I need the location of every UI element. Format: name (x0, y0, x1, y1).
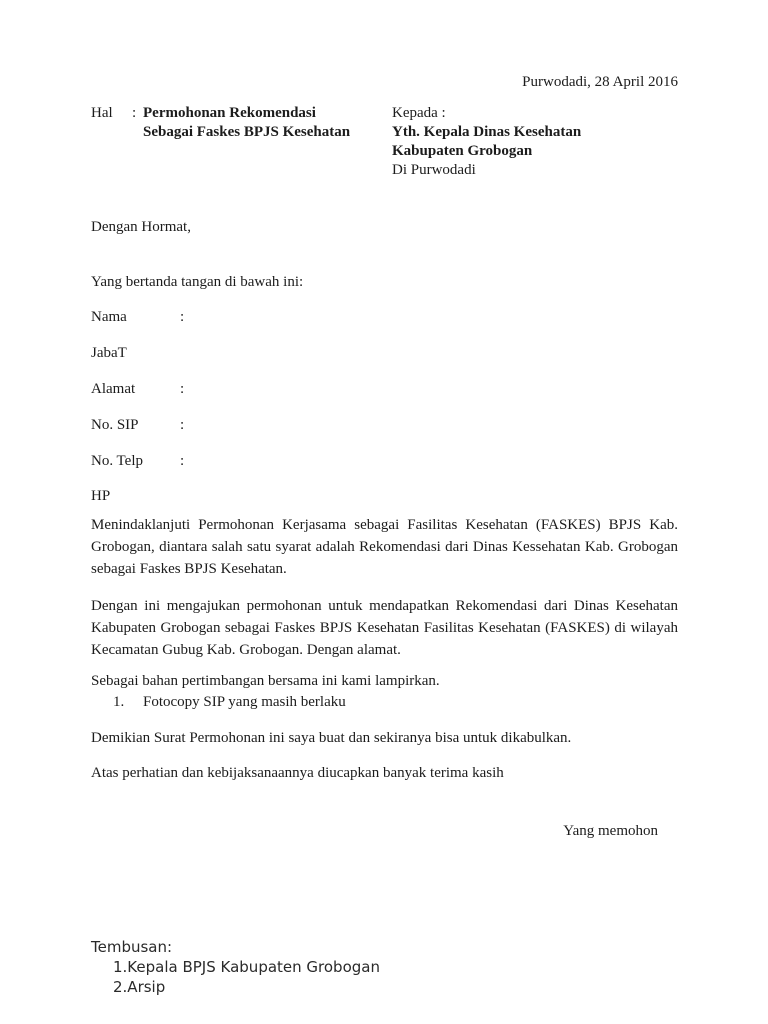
subject-label: Hal (91, 105, 113, 121)
paragraph-2: Dengan ini mengajukan permohonan untuk mendapatkan Rekomendasi dari Dinas Kesehatan Kabupaten Grobogan sebagai Faskes BPJS Kesehatan Fasilitas Kesehatan (FASKES) di wilayah Kecamatan Gubug Kab. Grobogan. Dengan alamat. (91, 598, 678, 658)
subject-text (143, 104, 350, 142)
field-row-no-sip (91, 416, 678, 434)
recipient-block (392, 104, 581, 180)
paragraph-1: Menindaklanjuti Permohonan Kerjasama sebagai Fasilitas Kesehatan (FASKES) BPJS Kab. Grobogan, diantara salah satu syarat adalah Rekomendasi dari Dinas Kessehatan Kab. Grobogan sebagai Faskes BPJS Kesehatan. (91, 517, 678, 577)
field-separator: : (180, 417, 185, 433)
field-row-hp (91, 487, 678, 505)
field-row-nama (91, 308, 678, 326)
paragraph-3: Sebagai bahan pertimbangan bersama ini kami lampirkan. (91, 673, 440, 689)
attachment-item (91, 691, 678, 713)
salutation: Dengan Hormat, (91, 219, 191, 235)
cc-item-1: 1.Kepala BPJS Kabupaten Grobogan (113, 958, 380, 976)
field-row-no-telp (91, 452, 678, 470)
paragraph-5: Atas perhatian dan kebijaksanaannya diucapkan banyak terima kasih (91, 765, 504, 781)
field-separator: : (180, 309, 185, 325)
cc-item-2: 2.Arsip (113, 978, 166, 996)
recipient-name: Yth. Kepala Dinas Kesehatan (392, 124, 582, 140)
recipient-kepada: Kepada : (392, 105, 446, 121)
cc-items (91, 957, 678, 997)
subject-separator: : (132, 105, 137, 121)
intro-line: Yang bertanda tangan di bawah ini: (91, 274, 304, 290)
field-label: Alamat (91, 381, 136, 397)
letter-header (91, 104, 678, 180)
date-line: Purwodadi, 28 April 2016 (522, 74, 678, 90)
field-separator: : (180, 381, 185, 397)
recipient-city: Di Purwodadi (392, 162, 476, 178)
field-label: No. SIP (91, 417, 139, 433)
attachment-number: 1. (113, 694, 125, 710)
subject-line-1: Permohonan Rekomendasi (143, 105, 316, 121)
field-row-alamat (91, 380, 678, 398)
field-label: HP (91, 488, 111, 504)
subject-block (91, 104, 392, 180)
field-label: No. Telp (91, 453, 144, 469)
recipient-region: Kabupaten Grobogan (392, 143, 533, 159)
field-label: JabaT (91, 345, 127, 361)
field-separator: : (180, 453, 185, 469)
cc-block (91, 937, 678, 997)
cc-title: Tembusan: (91, 938, 173, 956)
attachment-text: Fotocopy SIP yang masih berlaku (143, 694, 346, 710)
field-label: Nama (91, 309, 127, 325)
field-row-jabat (91, 344, 678, 362)
subject-line-2: Sebagai Faskes BPJS Kesehatan (143, 124, 351, 140)
closing-signature-label: Yang memohon (563, 823, 658, 839)
letter-content (91, 0, 678, 1024)
paragraph-4: Demikian Surat Permohonan ini saya buat dan sekiranya bisa untuk dikabulkan. (91, 730, 572, 746)
